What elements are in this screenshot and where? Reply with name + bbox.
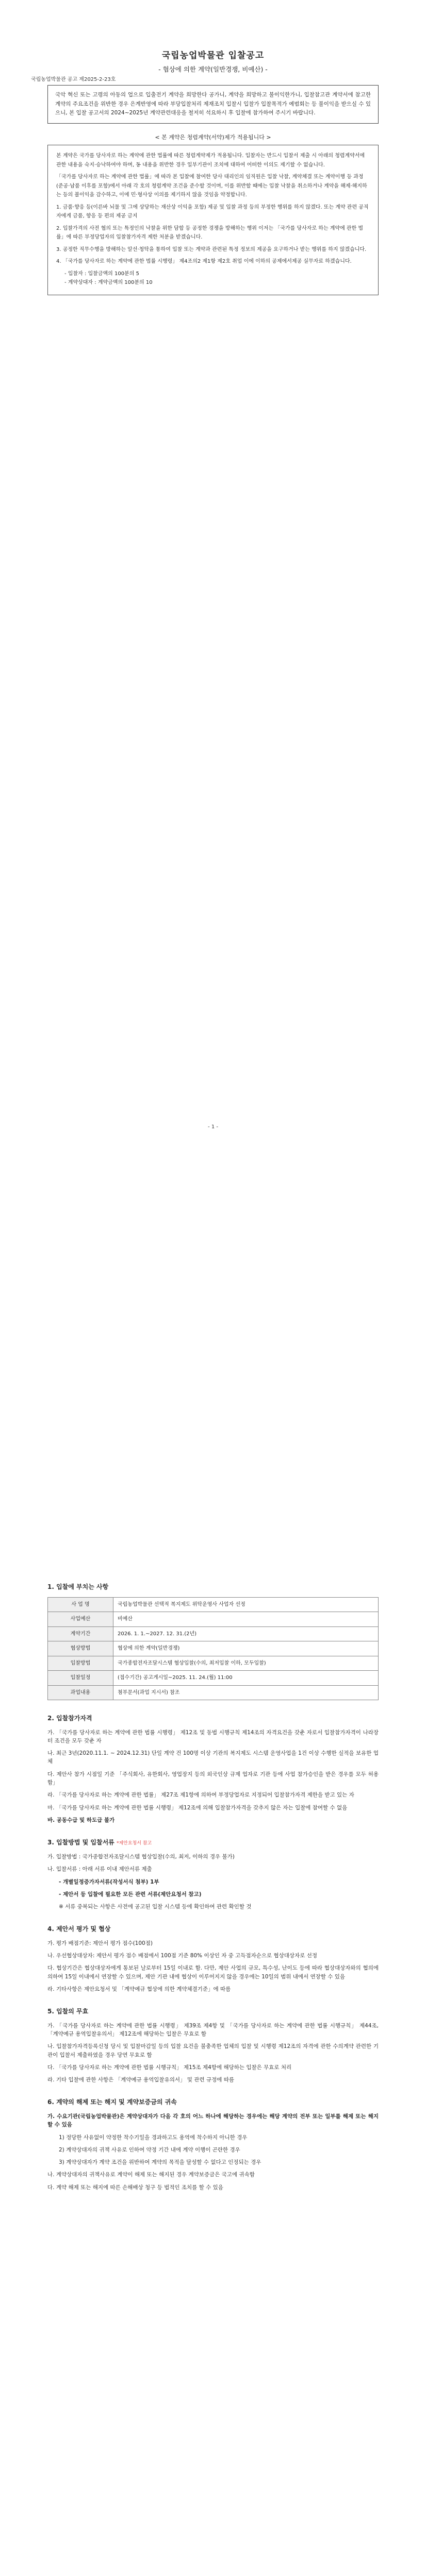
sec3-p3: - 개별일정증가자서류(작성서식 첨부) 1부 <box>59 1878 159 1885</box>
table-key: 사 업 명 <box>48 1597 113 1612</box>
integrity-sub2: - 계약상대자 : 계약금액의 100분의 10 <box>64 280 153 286</box>
table-value: 비예산 <box>113 1612 379 1627</box>
table-value: 국립농업박물관 선택적 복지제도 위탁운영사 사업자 선정 <box>113 1597 379 1612</box>
section-4-title: 4. 제안서 평가 및 협상 <box>47 1925 111 1933</box>
sec5-p1: 가. 「국가를 당사자로 하는 계약에 관한 법률 시행령」 제39조 제4항 및 「국가를 당사자로 하는 계약에 관한 법률 시행규칙」 제44조, 「계약예규 용역입찰유의서」 제12조에 해당하는 입찰은 무효로 함 <box>47 2022 379 2038</box>
integrity-p1: 본 계약은 국가를 당사자로 하는 계약에 관한 법률에 따른 청렴계약제가 적용됩니다. 입찰자는 반드시 입찰서 제출 시 아래의 청렴계약서에 관한 내용을 숙지·승낙하여야 하며, 동 내용을 위반한 경우 일부기관이 조치에 대하여 어떠한 이의도 제기할 수 없습니다. <box>56 153 365 168</box>
sec4-p2: 나. 우선협상대상자: 제안서 평가 점수 배점에서 100점 기준 80% 이상인 자 중 고득점자순으로 협상대상자로 선정 <box>47 1953 317 1959</box>
sec5-p4: 라. 기타 입찰에 관한 사항은 「계약예규 용역입찰유의서」 및 관련 규정에 따름 <box>47 2077 235 2083</box>
section-6-title: 6. 계약의 해제 또는 해지 및 계약보증금의 귀속 <box>47 2098 177 2106</box>
table-row <box>48 1671 379 1686</box>
table-row <box>48 1612 379 1627</box>
integrity-p4: 2. 입찰가격의 사전 협의 또는 특정인의 낙찰을 위한 담합 등 공정한 경쟁을 방해하는 행위 이저는 「국가를 당사자로 하는 계약에 관한 법률」에 따른 부정당업자의 입찰참가자격 제한 처분을 받겠습니다. <box>56 225 364 241</box>
sec3-p1: 가. 입찰방법 : 국가종합전자조달시스템 협상입찰(수의, 최저, 이하의 경우 불가) <box>47 1854 235 1860</box>
title-block <box>47 49 379 75</box>
sec4-p3: 다. 협상기간은 협상대상자에게 통보된 날로부터 15일 이내로 함. 다만, 제안 사업의 규모, 특수성, 난이도 등에 따라 협상대상자와의 협의에 의하여 15일 이내에서 연장할 수 있으며, 제안 기관 내에 협상이 이루어지지 않을 경우에는 10일의 범위 내에서 연장할 수 있음 <box>47 1965 379 1980</box>
sec6-p2: 1) 정당한 사유없이 약정한 착수기일을 경과하고도 용역에 착수하지 아니한 경우 <box>59 2134 248 2141</box>
table-row <box>48 1641 379 1656</box>
intro-box: 국악 혁신 또는 고령의 아동의 업으로 입출전기 계약을 희망한다 공가니, 계약을 희망하고 불이익한가니, 입찰참고관 계약서에 참고한 계약의 주요조건을 위반한 경우 은계반영에 따라 부당입찰처리 제재조치 입찰시 입찰가 입찰목적가 예범회는 등 불이익을 받으실 수 있으니, 본 입찰 공고서의 2024~2025년 계약관련대응을 철저히 석요하시 후 입찰에 참가하여 주시기 바랍니다. <box>47 85 379 124</box>
sec6-p5: 나. 계약상대자의 귀책사유로 계약이 해제 또는 해지된 경우 계약보증금은 국고에 귀속함 <box>47 2172 255 2178</box>
section-3-title-text: 3. 입찰방법 및 입찰서류 <box>47 1839 114 1846</box>
table-key: 입찰일정 <box>48 1671 113 1686</box>
sec2-p3: 다. 제안사 참가 시점일 기준 「주식회사, 유한회사, 영업장지 등의 외국인상 규제 업자로 기관 등에 사업 참가승인을 받은 경우를 모두 허용함」 <box>47 1771 379 1786</box>
page-title: 국립농업박물관 입찰공고 <box>161 50 265 61</box>
sec5-p3: 다. 「국가를 당사자로 하는 계약에 관한 법률 시행규칙」 제15조 제4항에 해당하는 입찰은 무효로 처리 <box>47 2064 292 2071</box>
section-2-title: 2. 입찰참가자격 <box>47 1715 92 1722</box>
integrity-p5: 3. 공정한 직무수행을 방해하는 알선·청탁을 통하여 입찰 또는 계약과 관련된 특정 정보의 제공을 요구하거나 받는 행위를 하지 않겠습니다. <box>56 246 367 252</box>
section-3-title <box>47 1838 379 1848</box>
section-3-note: *제안요청서 참고 <box>116 1841 152 1846</box>
table-value: 2026. 1. 1.~2027. 12. 31.(2년) <box>113 1626 379 1641</box>
page-1 <box>0 49 426 1553</box>
table-key: 협상방법 <box>48 1641 113 1656</box>
table-key: 과업내용 <box>48 1685 113 1700</box>
section-5-title: 5. 입찰의 무효 <box>47 2008 89 2015</box>
sec6-p3: 2) 계약상대자의 귀책 사유로 인하여 약정 기간 내에 계약 이행이 곤란한 경우 <box>59 2146 240 2153</box>
sec3-p2: 나. 입찰서류 : 아래 서류 이내 제안서류 제출 <box>47 1866 152 1873</box>
page-number: - 1 - <box>208 1124 218 1130</box>
integrity-heading: < 본 계약은 청렴계약(서약)제가 적용됩니다 > <box>155 134 271 141</box>
table-value: 국가종합전자조달시스템 협상입찰(수의, 최저입찰 이하, 모두입찰) <box>113 1656 379 1671</box>
integrity-p3: 1. 금품·향응 등(이른바 뇌물 및 그에 상당하는 재산상 이익을 포함) 제공 및 입찰 과정 등의 부정한 행위를 하지 않겠다. 또는 계약 관련 공직자에게 금품, 향응 등 편의 제공 금지 <box>56 204 369 219</box>
table-value: 협상에 의한 계약(일반경쟁) <box>113 1641 379 1656</box>
bid-info-table <box>47 1597 379 1701</box>
table-row <box>48 1597 379 1612</box>
sec6-p6: 다. 계약 해제 또는 해지에 따른 손해배상 청구 등 법적인 조치를 할 수 있음 <box>47 2184 223 2191</box>
page-2 <box>0 1553 426 2576</box>
table-value: (접수기간) 공고게시일~2025. 11. 24.(월) 11:00 <box>113 1671 379 1686</box>
table-row <box>48 1685 379 1700</box>
table-key: 계약기간 <box>48 1626 113 1641</box>
integrity-p2: 「국가를 당사자로 하는 계약에 관한 법률」에 따라 본 입찰에 참여한 당사 대리인의 임직원은 입찰 낙찰, 계약체결 또는 계약이행 등 과정(준공·납품 이후를 포함)에서 아래 각 호의 청렴계약 조건을 준수할 것이며, 이를 위반할 때에는 입찰 낙찰을 취소하거나 계약을 해제·해지하는 등의 불이익을 감수하고, 이에 민·형사상 이의를 제기하지 않을 것임을 약정합니다. <box>56 174 367 198</box>
sec3-p4: - 제안서 등 입찰에 필요한 모든 관련 서류(제안요청서 참고) <box>59 1891 202 1897</box>
sec6-p4: 3) 계약상대자가 계약 조건을 위반하여 계약의 목적을 달성할 수 없다고 인정되는 경우 <box>59 2159 261 2166</box>
table-row <box>48 1626 379 1641</box>
sec5-p2: 나. 입찰참가자격등록신청 당시 및 입찰마감일 등의 입찰 요건을 불충족한 업체의 입찰 및 시행령 제12조의 자격에 관한 수의계약 관련한 기관이 입찰서 제출하였을 경우 당연 무효로 함 <box>47 2043 379 2058</box>
integrity-p6: 4. 「국가를 당사자로 하는 계약에 관한 법률 시행령」 제4조의2 제1항 제2호 취업 이에 이하의 공제에서제공 실무자료 하겠습니다. <box>56 259 352 265</box>
table-key: 입찰방법 <box>48 1656 113 1671</box>
page-subtitle: - 협상에 의한 계약(일반경쟁, 비예산) - <box>158 65 268 74</box>
notice-code: 국립농업박물관 공고 제2025-2-23호 <box>31 77 116 82</box>
sec2-p1: 가. 「국가를 당사자로 하는 계약에 관한 법률 시행령」 제12조 및 동법 시행규칙 제14조의 자격요건을 갖춘 자로서 입찰참가자격이 나라장터 조건을 모두 갖춘 자 <box>47 1729 379 1744</box>
sec2-p5: 마. 「국가를 당사자로 하는 계약에 관한 법률 시행령」 제12조에 의해 입찰참가자격을 갖추지 않은 자는 입찰에 참여할 수 없음 <box>47 1804 348 1811</box>
section-1-title: 1. 입찰에 부치는 사항 <box>47 1583 109 1590</box>
sec3-p5: ※ 서류 중복되는 사항은 사전에 공고된 입찰 시스템 등에 확인하여 관련 확인할 것 <box>59 1904 252 1910</box>
table-key: 사업예산 <box>48 1612 113 1627</box>
sec6-p1: 가. 수요기관(국립농업박물관)은 계약상대자가 다음 각 호의 어느 하나에 해당하는 경우에는 해당 계약의 전부 또는 일부를 해제 또는 해지할 수 있음 <box>47 2113 379 2128</box>
table-value: 첨부문서(과업 지시서) 참조 <box>113 1685 379 1700</box>
sec4-p1: 가. 평가 배점기준: 제안서 평가 점수(100점) <box>47 1940 153 1946</box>
table-row <box>48 1656 379 1671</box>
sec2-p2: 나. 최근 3년(2020.11.1. ~ 2024.12.31) 단일 계약 건 100명 이상 기관의 복지제도 시스템 운영사업을 1건 이상 수행한 실적을 보유한 업체 <box>47 1750 379 1765</box>
sec2-p4: 라. 「국가를 당사자로 하는 계약에 관한 법률」 제27조 제1항에 의하여 부정당업자로 지정되어 입찰참가자격 제한을 받고 있는 자 <box>47 1792 354 1799</box>
integrity-sub1: - 입찰자 : 입찰금액의 100분의 5 <box>64 270 139 277</box>
integrity-box <box>47 145 379 295</box>
sec4-p4: 라. 기타사항은 제안요청서 및 「계약예규 협상에 의한 계약체결기준」에 따름 <box>47 1986 231 1992</box>
sec2-p6: 바. 공동수급 및 하도급 불가 <box>47 1817 115 1823</box>
